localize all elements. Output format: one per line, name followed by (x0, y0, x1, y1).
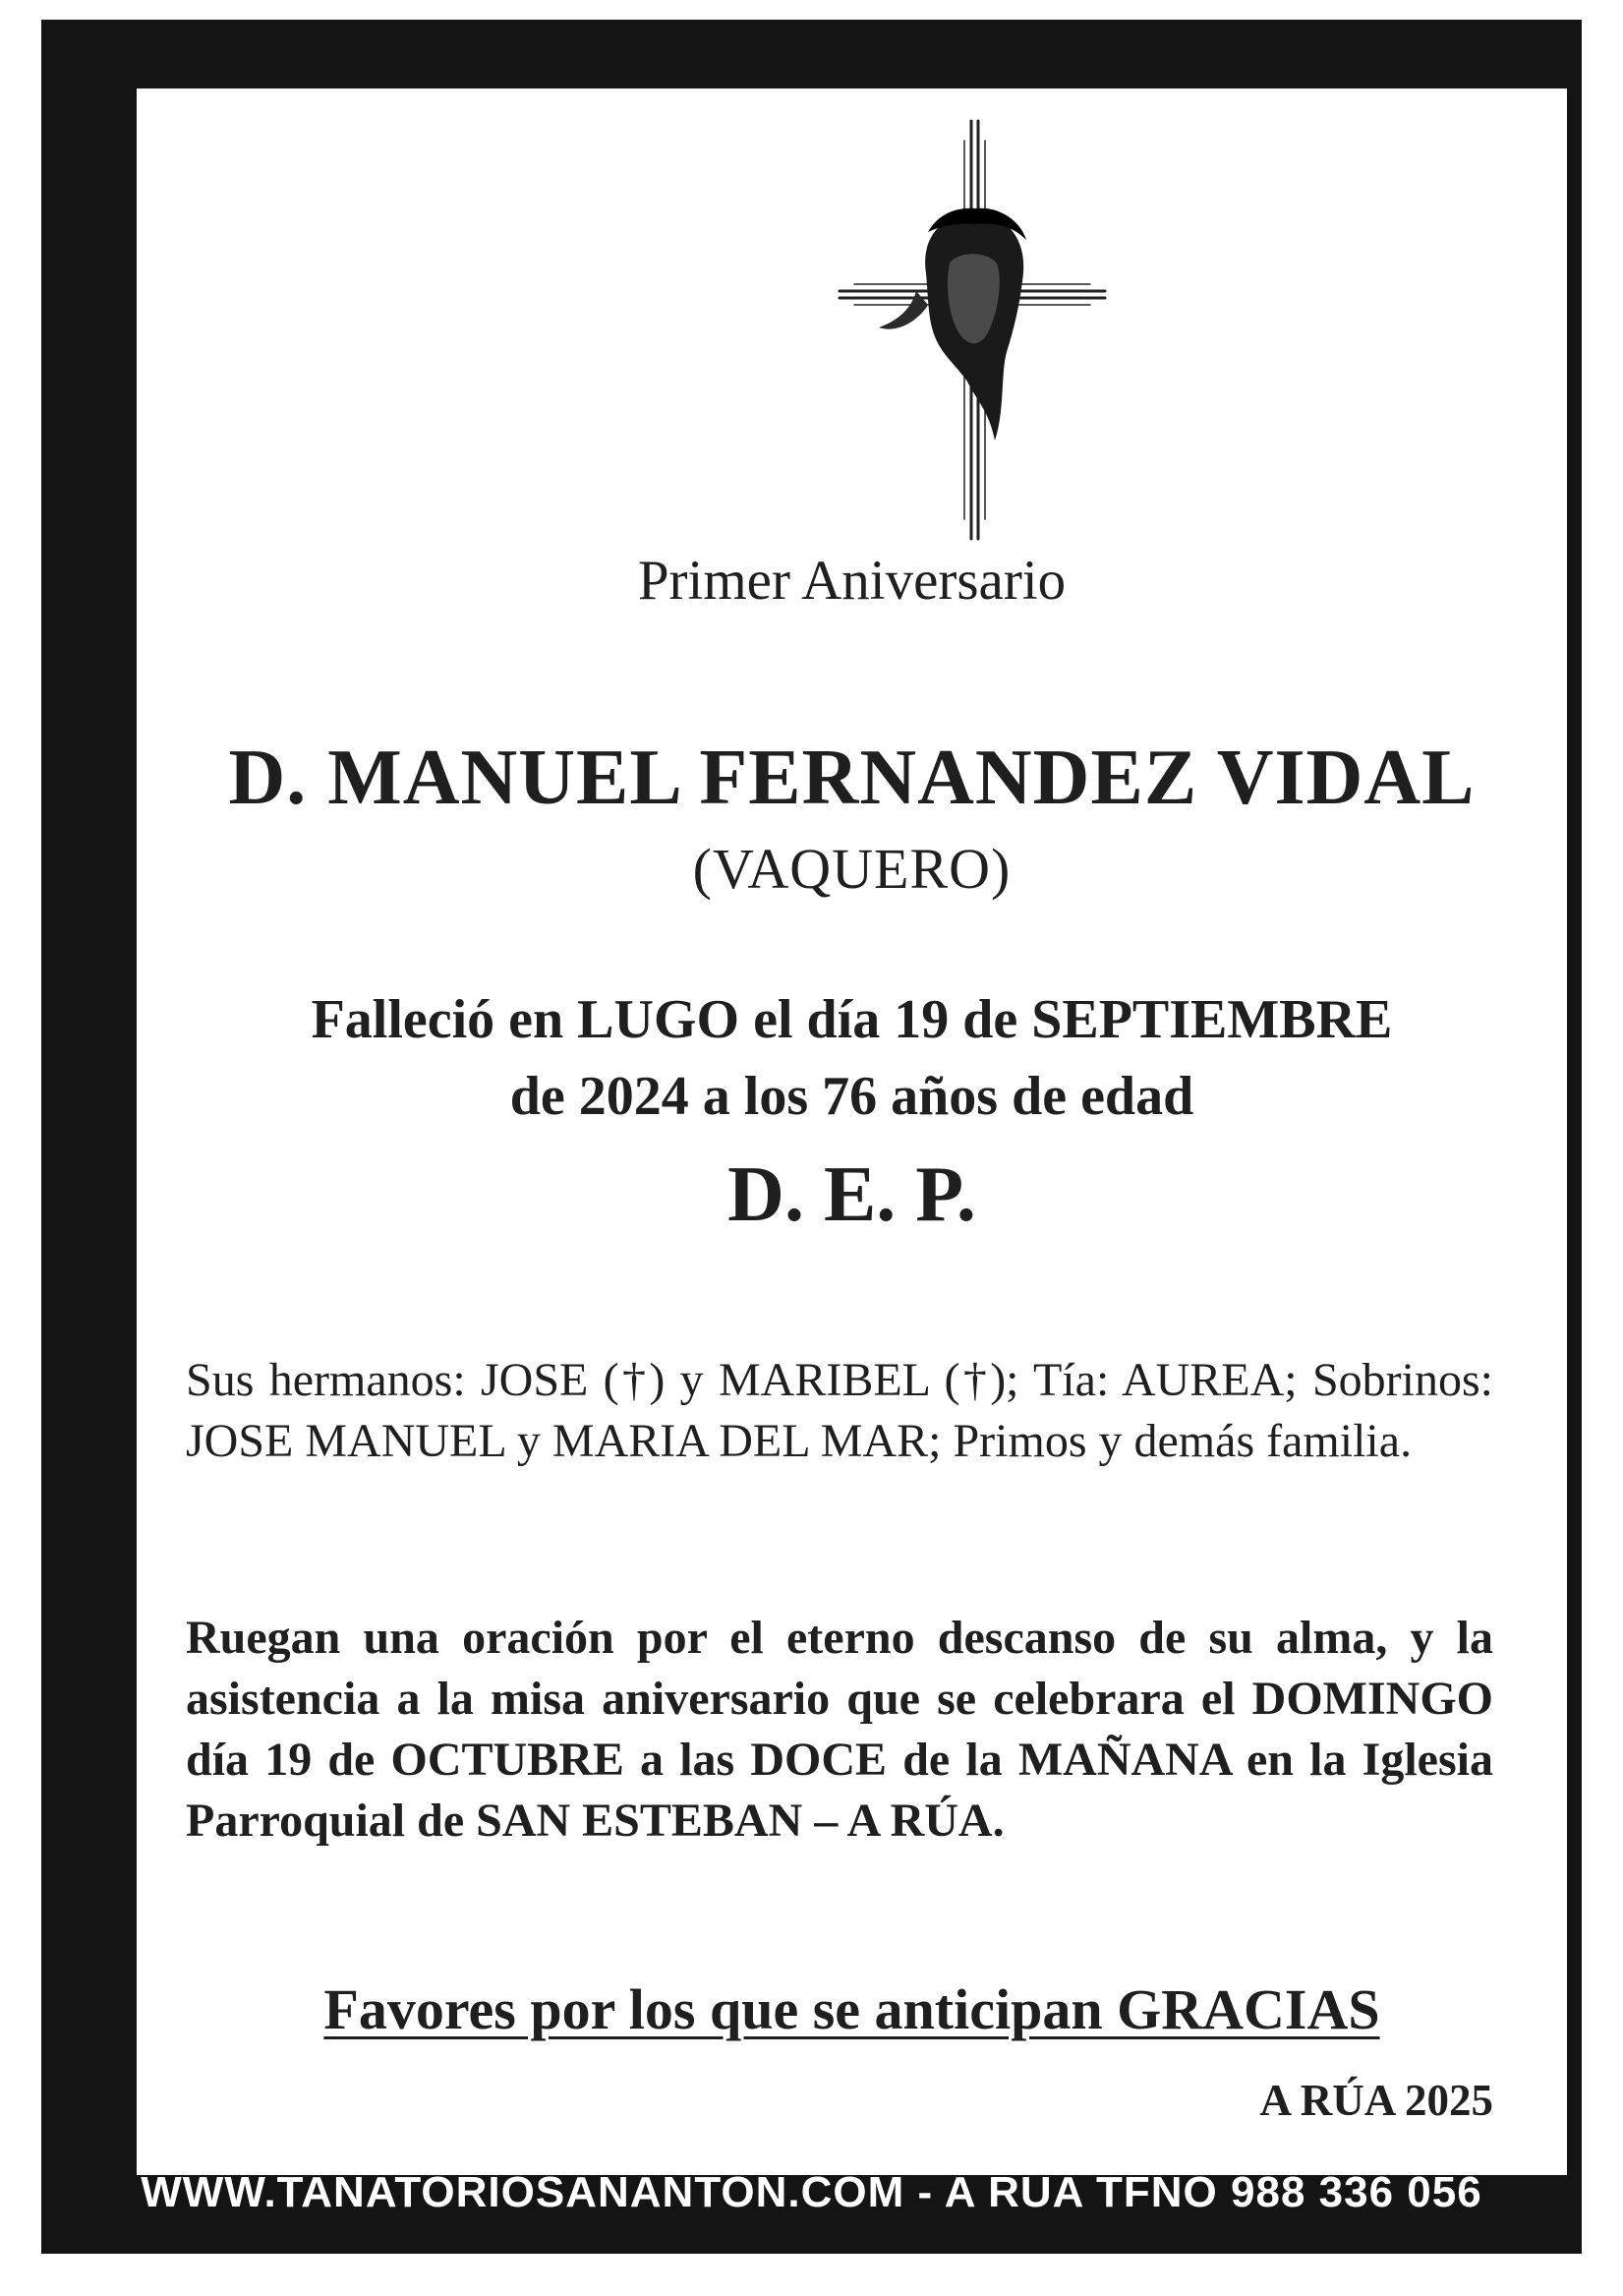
footer-contact: WWW.TANATORIOSANANTON.COM - A RÚA TFNO 988 336 056 (141, 2168, 1482, 2216)
deceased-name: D. MANUEL FERNANDEZ VIDAL (228, 735, 1476, 821)
death-line-2: de 2024 a los 76 años de edad (509, 1066, 1194, 1127)
death-details (137, 981, 1567, 1135)
mass-paragraph: Ruegan una oración por el eterno descanso de su alma, y la asistencia a la misa aniversario que se celebrara el DOMINGO día 19 de OCTUBRE a las DOCE de la MAÑANA en la Iglesia Parroquial de SAN ESTEBAN – A RÚA. (186, 1612, 1493, 1847)
notice-card (137, 88, 1567, 2175)
thanks-line (137, 1976, 1567, 2042)
death-line-1: Falleció en LUGO el día 19 de SEPTIEMBRE (311, 989, 1393, 1050)
mourning-border (41, 20, 1582, 2254)
family-paragraph: Sus hermanos: JOSE (†) y MARIBEL (†); Tía: AUREA; Sobrinos: JOSE MANUEL y MARIA DEL MAR; Primos y demás familia. (186, 1354, 1493, 1467)
place-year: A RÚA 2025 (1259, 2076, 1493, 2125)
thanks-text: Favores por los que se anticipan GRACIAS (323, 1977, 1380, 2041)
rest-in-peace: D. E. P. (727, 1151, 976, 1238)
nickname: (VAQUERO) (692, 837, 1012, 901)
crucifix-icon (830, 116, 1115, 544)
notice-heading: Primer Aniversario (637, 550, 1067, 612)
